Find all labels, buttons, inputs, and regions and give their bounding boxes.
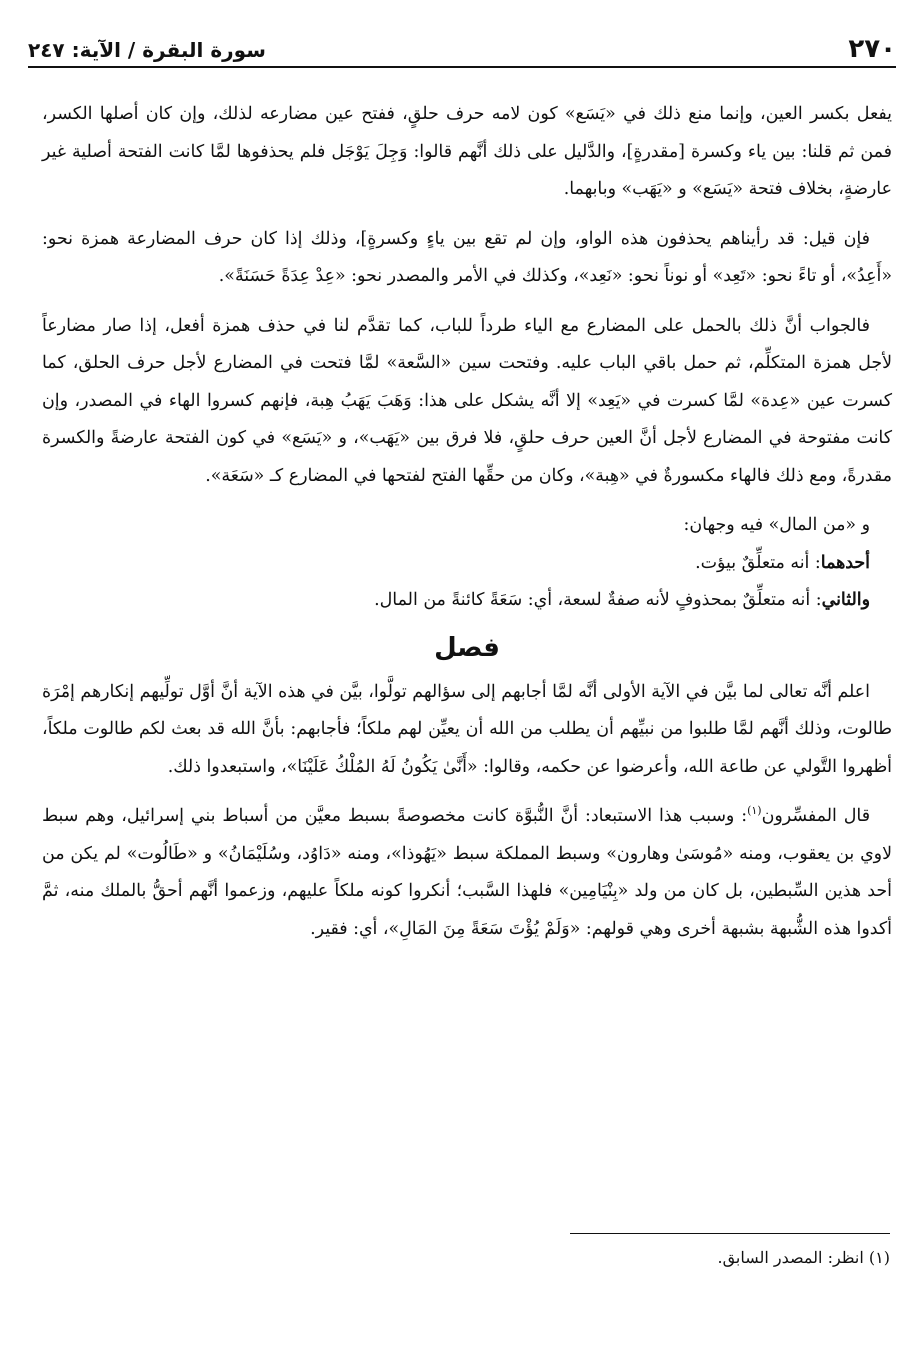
section-heading: فصل bbox=[434, 632, 500, 663]
second-aspect-text: : أنه متعلِّقٌ بمحذوفٍ لأنه صفةٌ لسعة، أي: سَعَةً كائنةً من المال. bbox=[374, 590, 822, 610]
paragraph-2: فإن قيل: قد رأيناهم يحذفون هذه الواو، وإن لم تقع بين ياءٍ وكسرةٍ]، وذلك إذا كان حرف المضارعة همزة نحو: «أَعِدُ»، أو تاءً نحو: «تَعِد» أو نوناً نحو: «نَعِد»، وكذلك في الأمر والمصدر نحو: «عِدْ عِدَةً حَسَنَةً». bbox=[42, 228, 892, 286]
page-number: ٢٧٠ bbox=[848, 34, 896, 64]
paragraph-5 bbox=[42, 545, 892, 583]
page-header bbox=[28, 30, 896, 68]
footnote-marker: (١) bbox=[747, 804, 762, 818]
paragraph-3: فالجواب أنَّ ذلك بالحمل على المضارع مع الياء طرداً للباب، كما تقدَّم لنا في حذف همزة أفعل، إذا صار مضارعاً لأجل همزة المتكلِّم، ثم حمل باقي الباب عليه. وفتحت سين «السَّعة» لمَّا فتحت في المضارع لأجل حرف الحلق، كما كسرت عين «عِدة» لمَّا كسرت في «يَعِد» إلا أنَّه يشكل على هذا: وَهَبَ يَهَبُ هِبة، فإنهم كسروا الهاء في المصدر، وإن كانت مفتوحة في المضارع لأجل أنَّ العين حرف حلقٍ، فلا فرق بين «يَهَب»، و «يَسَع» في كون الفتحة عارضةً والكسرة مقدرةً، ومع ذلك فالهاء مكسورةٌ في «هِبة»، وكان من حقِّها الفتح لفتحها في المضارع كـ «سَعَة». bbox=[42, 315, 892, 486]
first-aspect-label: أحدهما bbox=[820, 552, 870, 573]
paragraph-8-rest: : وسبب هذا الاستبعاد: أنَّ النُّبوَّة كانت مخصوصةً بسبط معيَّن من أسباط بني إسرائيل، وهم سبط لاوي بن يعقوب، ومنه «مُوسَىٰ وهارون» وسبط المملكة سبط «يَهُوذا»، ومنه «دَاوُد، وسُلَيْمَانُ» و «طَالُوت» لم يكن من أحد هذين السِّبطين، بل كان من ولد «بِنْيَامِين» فلهذا السَّبب؛ أنكروا كونه ملكاً عليهم، وزعموا أنَّهم أحقُّ بالملك منه، ثمَّ أكدوا هذه الشُّبهة بشبهة أخرى وهي قولهم: «وَلَمْ يُؤْتَ سَعَةً مِنَ المَالِ»، أي: فقير. bbox=[42, 806, 892, 939]
paragraph-4: و «من المال» فيه وجهان: bbox=[683, 515, 870, 535]
paragraph-8 bbox=[42, 798, 892, 948]
footnote: (١) انظر: المصدر السابق. bbox=[717, 1248, 890, 1267]
paragraph-8-start: قال المفسِّرون bbox=[761, 806, 871, 826]
second-aspect-label: والثاني bbox=[821, 590, 870, 610]
paragraph-7: اعلم أنَّه تعالى لما بيَّن في الآية الأولى أنَّه لمَّا أجابهم إلى سؤالهم تولَّوا، بيَّن في هذه الآية أنَّ أوَّل تولِّيهم إنكارهم إمْرَة طالوت، وذلك أنَّهم لمَّا طلبوا من نبيِّهم أن يطلب من الله أن يعيِّن لهم ملكاً؛ فأجابهم: بأنَّ الله قد بعث لكم طالوت ملكاً، أظهروا التَّولي عن طاعة الله، وأعرضوا عن حكمه، وقالوا: «أَنَّىٰ يَكُونُ لَهُ المُلْكُ عَلَيْنَا»، واستبعدوا ذلك. bbox=[42, 681, 892, 777]
first-aspect-text: : أنه متعلِّقٌ بيؤت. bbox=[695, 552, 821, 573]
main-text bbox=[42, 96, 892, 948]
paragraph-1: يفعل بكسر العين، وإنما منع ذلك في «يَسَع» كون لامه حرف حلقٍ، ففتح عين مضارعه لذلك، وإن كان أصلها الكسر، فمن ثم قلنا: بين ياء وكسرة [مقدرةٍ]، والدَّليل على ذلك أنَّهم قالوا: وَجِلَ يَوْجَل فلم يحذفوها لمَّا كانت الفتحة أصلية غير عارضةٍ، بخلاف فتحة «يَسَع» و «يَهَب» وبابهما. bbox=[42, 104, 892, 199]
footnote-divider bbox=[570, 1233, 890, 1234]
paragraph-6 bbox=[42, 582, 892, 620]
running-title: سورة البقرة / الآية: ٢٤٧ bbox=[28, 38, 266, 62]
